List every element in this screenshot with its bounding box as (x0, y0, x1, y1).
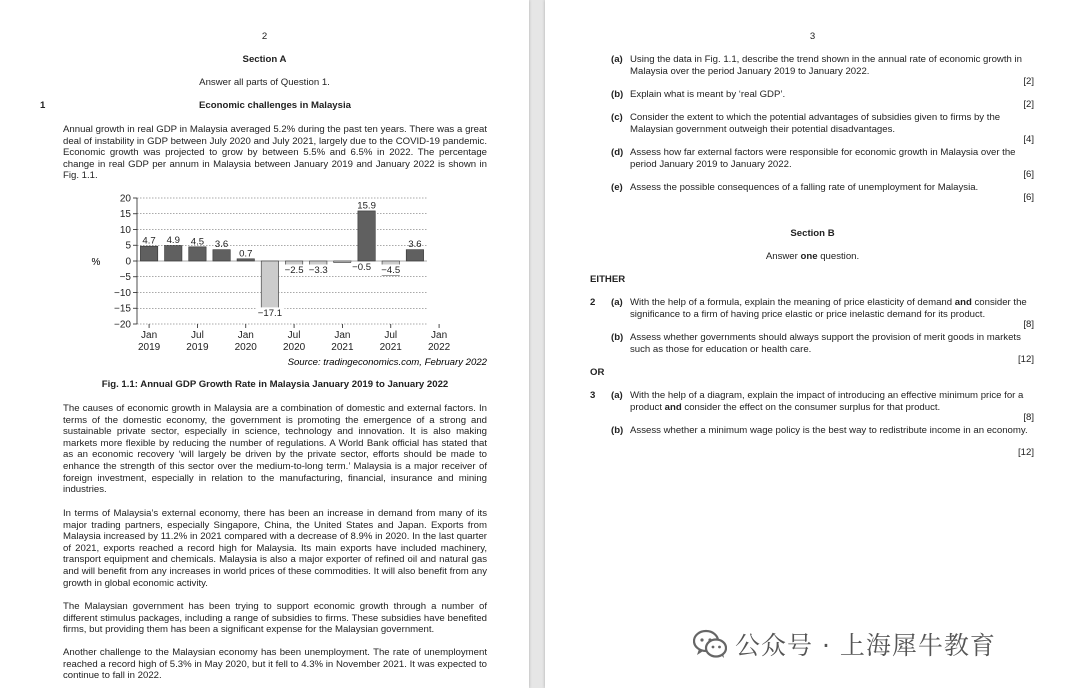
q1c-label: (c) (611, 112, 623, 123)
y-tick-label: −5 (119, 272, 131, 284)
x-tick-label-year: 2022 (427, 342, 451, 353)
value-label: −2.5 (284, 265, 304, 276)
value-label: −17.1 (257, 307, 283, 319)
or-label: OR (590, 367, 605, 378)
gdp-growth-chart (80, 190, 500, 370)
value-label: 3.6 (214, 239, 229, 251)
x-tick-label-month: Jul (191, 330, 204, 341)
q3b-text: Assess whether a minimum wage policy is the best way to redistribute income in an economy. (630, 425, 1028, 436)
chart-source: Source: tradingeconomics.com, February 2022 (287, 357, 487, 368)
q1b-marks: [2] (1023, 98, 1034, 110)
bar (358, 211, 375, 261)
value-label: −4.5 (381, 265, 401, 276)
q1e-text: Assess the possible consequences of a falling rate of unemployment for Malaysia. (630, 182, 979, 193)
q1d-marks: [6] (1023, 168, 1034, 180)
x-tick-label-month: Jan (334, 330, 351, 341)
x-tick-label-year: 2021 (331, 342, 354, 353)
body-paragraph-3: The Malaysian government has been trying to support economic growth through a number of different stimulus packages, including a range of subsidies to firms. These subsidies have benefited firms, but providing them has been a significant expense for the Malaysian government. (63, 601, 487, 636)
y-tick-label: 5 (125, 240, 131, 252)
value-label: −3.3 (308, 265, 328, 276)
page-3 (545, 0, 1080, 688)
value-label: 4.5 (190, 236, 205, 248)
x-tick-label-month: Jan (431, 330, 448, 341)
y-tick-label: 10 (119, 224, 131, 236)
figure-caption: Fig. 1.1: Annual GDP Growth Rate in Malaysia January 2019 to January 2022 (101, 379, 449, 390)
value-label: −0.5 (352, 262, 372, 273)
x-tick-label-year: 2020 (234, 342, 257, 353)
x-tick-label-month: Jan (141, 330, 158, 341)
watermark-text: 公众号 · 上海犀牛教育 (735, 631, 996, 660)
body-paragraph-2: In terms of Malaysia’s external economy, there has been an increase in demand from many of its major trading partners, especially Singapore, China, the United States and Japan. Exports from Malaysia increased by 11.2% in 2021 compared with a decrease of 8.9% in 2020. In the last quarter of 2021, exports reached a record high for Malaysia. Its main exports have included machinery, transport equipment and chemicals. Malaysia is also a major exporter of refined oil and natural gas and will benefit from any increases in world prices of these commodities. It will also benefit from any growth in global economic activity. (63, 508, 487, 589)
y-tick-label: 0 (125, 256, 131, 268)
x-tick-label-month: Jul (384, 330, 398, 341)
q3a-marks: [8] (1023, 411, 1034, 423)
y-tick-label: −10 (114, 287, 131, 299)
x-tick-label-month: Jan (237, 330, 254, 341)
q1b-text: Explain what is meant by ‘real GDP’. (630, 89, 786, 100)
y-tick-label: −15 (114, 303, 131, 315)
q1b-label: (b) (611, 89, 624, 100)
y-axis-unit: % (91, 257, 101, 268)
q1e-label: (e) (611, 182, 623, 193)
q3b-marks: [12] (1017, 446, 1034, 458)
q2b-marks: [12] (1017, 353, 1034, 365)
q1a-marks: [2] (1023, 75, 1034, 87)
q3a-label: (a) (611, 390, 623, 401)
x-tick-label-year: 2019 (137, 342, 161, 353)
y-tick-label: 15 (119, 209, 131, 221)
q2a-label: (a) (611, 297, 623, 308)
intro-paragraph: Annual growth in real GDP in Malaysia averaged 5.2% during the past ten years. There was a great deal of instability in GDP between July 2020 and July 2021, largely due to the COVID-19 pandemic. Economic growth was projected to grow by between 5.5% and 6.5% in 2022. The percentage change in real GDP per annum in Malaysia between January 2019 and January 2022 is shown in Fig. 1.1. (63, 124, 487, 182)
section-b-instruction: Answer one question. (765, 251, 860, 262)
section-a-instruction: Answer all parts of Question 1. (199, 77, 330, 88)
q2b-label: (b) (611, 332, 624, 343)
body-paragraph-4: Another challenge to the Malaysian economy has been unemployment. The rate of unemployment reached a record high of 5.3% in May 2020, but it fell to 4.3% in November 2021. It was expected to continue to fall in 2022. (63, 647, 487, 682)
q3a-text: With the help of a diagram, explain the impact of introducing an effective minimum price for a product and consider the effect on the consumer surplus for that product. (630, 390, 1024, 413)
q2a-marks: [8] (1023, 318, 1034, 330)
bar (334, 261, 351, 263)
page-number: 3 (809, 31, 816, 42)
value-label: 15.9 (357, 200, 376, 212)
bar (406, 250, 423, 261)
page-2 (0, 0, 529, 688)
q2-number: 2 (590, 297, 596, 308)
x-tick-label-month: Jul (287, 330, 301, 341)
question-title: Economic challenges in Malaysia (199, 100, 351, 111)
q2a-text: With the help of a formula, explain the meaning of price elasticity of demand and consider the significance to a firm of having price elastic or price inelastic demand for its product. (630, 297, 1027, 320)
q1c-marks: [4] (1023, 133, 1034, 145)
section-a-title: Section A (242, 54, 287, 65)
value-label: 3.6 (408, 239, 422, 251)
q1c-text: Consider the extent to which the potential advantages of subsidies given to firms by the Malaysian government outweigh their potential disadvantages. (630, 112, 1001, 135)
q3b-label: (b) (611, 425, 624, 436)
q1d-label: (d) (611, 147, 624, 158)
either-label: EITHER (590, 274, 626, 285)
x-tick-label-year: 2019 (186, 342, 209, 353)
wechat-icon (693, 629, 727, 659)
question-number: 1 (40, 100, 46, 111)
x-tick-label-year: 2020 (282, 342, 306, 353)
y-tick-label: −20 (114, 319, 131, 331)
value-label: 4.9 (166, 235, 180, 247)
value-label: 0.7 (239, 248, 253, 260)
y-tick-label: 20 (119, 193, 131, 205)
page-number: 2 (261, 31, 268, 42)
section-b-title: Section B (790, 228, 835, 239)
bar (213, 250, 230, 261)
bar (165, 246, 182, 261)
q1e-marks: [6] (1023, 191, 1034, 203)
q1a-text: Using the data in Fig. 1.1, describe the trend shown in the annual rate of economic growth in Malaysia over the period January 2019 to January 2022. (630, 54, 1022, 77)
x-tick-label-year: 2021 (379, 342, 402, 353)
q2b-text: Assess whether governments should always support the provision of merit goods in markets such as those for education or health care. (630, 332, 1021, 355)
bar (189, 247, 206, 261)
wechat-watermark (693, 626, 996, 662)
q1d-text: Assess how far external factors were responsible for economic growth in Malaysia over the period January 2019 to January 2022. (630, 147, 1016, 170)
bar (140, 246, 157, 261)
q1a-label: (a) (611, 54, 623, 65)
value-label: 4.7 (142, 235, 156, 247)
q3-number: 3 (590, 390, 596, 401)
bar (261, 261, 278, 315)
body-paragraph-1: The causes of economic growth in Malaysia are a combination of domestic and external factors. In terms of the domestic economy, the government is promoting the emergence of a strong and sustainable private sector, especially in science, technology and innovation. It is also making markets more flexible by reducing the number of regulations. A World Bank official has stated that as an economic recovery ‘will largely be driven by the private sector, efforts should be made to enhance the strength of this sector over the medium-to-long term.’ Malaysia is a major receiver of foreign investment, especially in relation to the manufacturing, financial, insurance and mining industries. (63, 403, 487, 496)
